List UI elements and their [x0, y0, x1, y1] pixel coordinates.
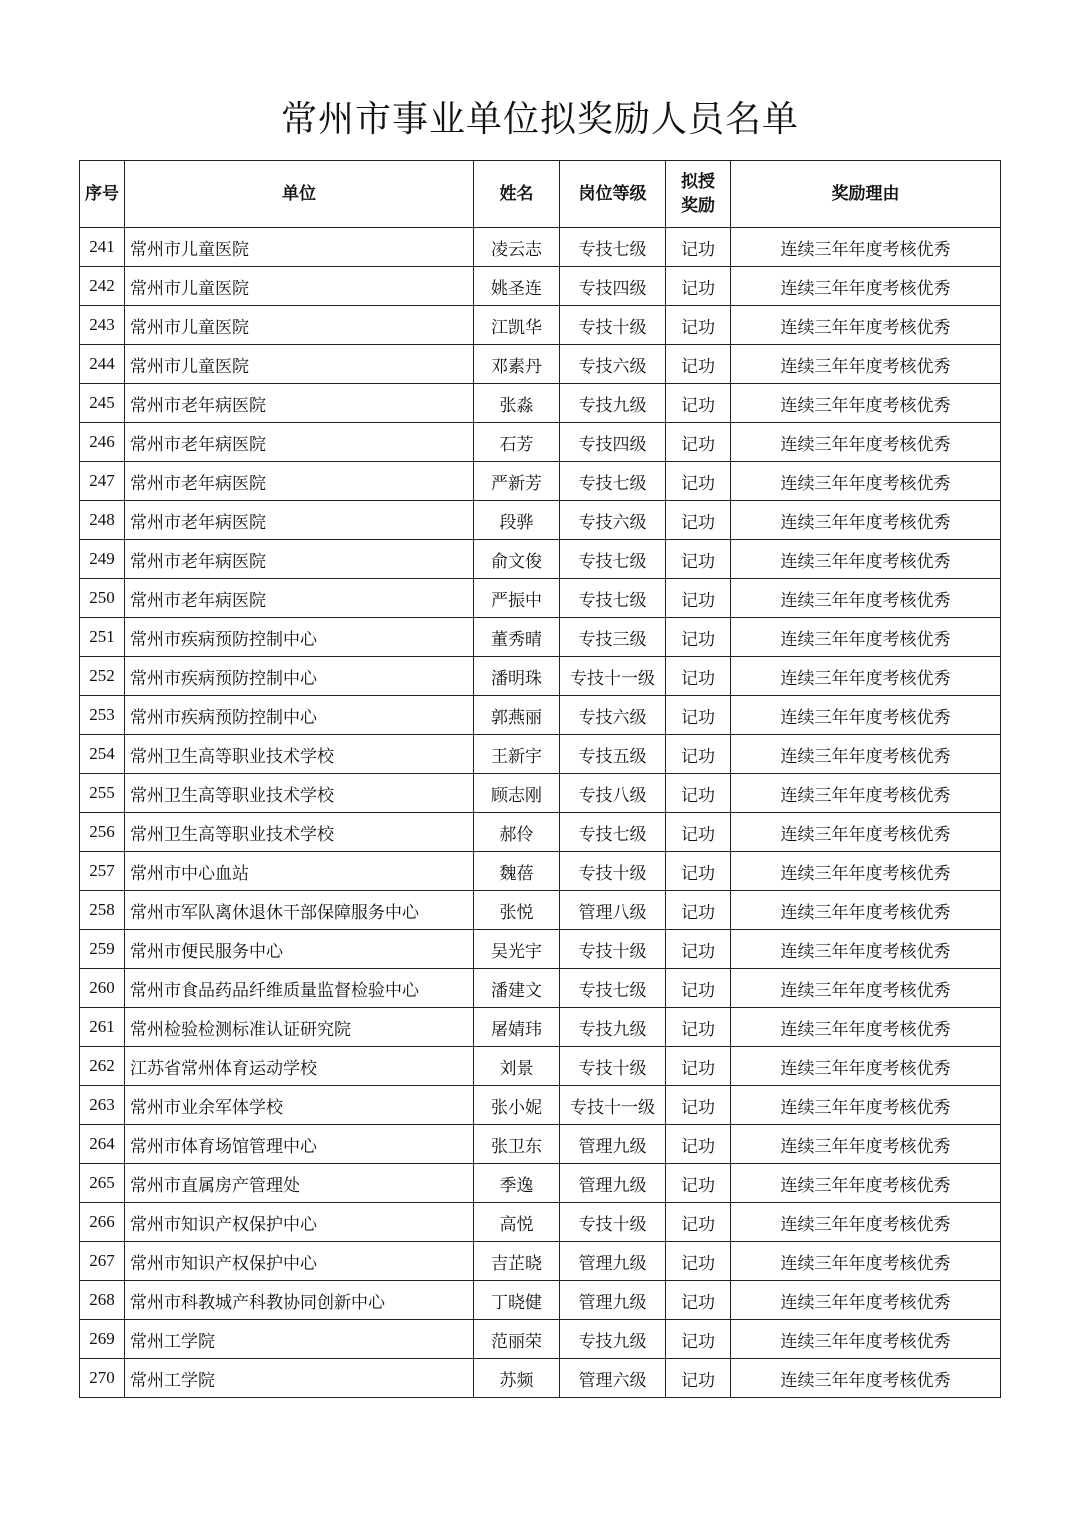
cell-seq: 267 [80, 1242, 125, 1281]
cell-unit: 常州市儿童医院 [125, 345, 474, 384]
cell-unit: 常州市儿童医院 [125, 306, 474, 345]
cell-seq: 244 [80, 345, 125, 384]
cell-name: 严振中 [474, 579, 560, 618]
cell-award: 记功 [666, 1008, 731, 1047]
cell-name: 季逸 [474, 1164, 560, 1203]
cell-name: 凌云志 [474, 228, 560, 267]
cell-unit: 常州市中心血站 [125, 852, 474, 891]
table-row [80, 540, 1001, 579]
cell-seq: 261 [80, 1008, 125, 1047]
cell-name: 苏频 [474, 1359, 560, 1398]
table-body [80, 228, 1001, 1398]
cell-reason: 连续三年年度考核优秀 [731, 813, 1001, 852]
cell-award: 记功 [666, 852, 731, 891]
table-row [80, 345, 1001, 384]
cell-reason: 连续三年年度考核优秀 [731, 969, 1001, 1008]
cell-name: 潘明珠 [474, 657, 560, 696]
cell-name: 严新芳 [474, 462, 560, 501]
cell-award: 记功 [666, 267, 731, 306]
cell-unit: 常州市老年病医院 [125, 579, 474, 618]
cell-reason: 连续三年年度考核优秀 [731, 1242, 1001, 1281]
cell-reason: 连续三年年度考核优秀 [731, 1047, 1001, 1086]
cell-name: 姚圣连 [474, 267, 560, 306]
cell-unit: 常州市老年病医院 [125, 540, 474, 579]
cell-seq: 270 [80, 1359, 125, 1398]
table-row [80, 384, 1001, 423]
cell-grade: 专技十一级 [560, 1086, 666, 1125]
cell-seq: 245 [80, 384, 125, 423]
cell-grade: 专技四级 [560, 423, 666, 462]
cell-reason: 连续三年年度考核优秀 [731, 1203, 1001, 1242]
cell-award: 记功 [666, 696, 731, 735]
cell-grade: 管理九级 [560, 1242, 666, 1281]
cell-reason: 连续三年年度考核优秀 [731, 852, 1001, 891]
cell-award: 记功 [666, 1203, 731, 1242]
cell-grade: 专技六级 [560, 345, 666, 384]
cell-seq: 256 [80, 813, 125, 852]
cell-award: 记功 [666, 228, 731, 267]
cell-award: 记功 [666, 462, 731, 501]
cell-award: 记功 [666, 1359, 731, 1398]
cell-grade: 专技七级 [560, 579, 666, 618]
cell-award: 记功 [666, 423, 731, 462]
header-row [80, 161, 1001, 228]
cell-seq: 250 [80, 579, 125, 618]
table-row [80, 306, 1001, 345]
cell-unit: 常州市疾病预防控制中心 [125, 618, 474, 657]
cell-award: 记功 [666, 345, 731, 384]
cell-award: 记功 [666, 1086, 731, 1125]
cell-reason: 连续三年年度考核优秀 [731, 696, 1001, 735]
cell-grade: 管理九级 [560, 1164, 666, 1203]
cell-reason: 连续三年年度考核优秀 [731, 579, 1001, 618]
header-reason: 奖励理由 [731, 161, 1001, 228]
table-row [80, 696, 1001, 735]
header-grade: 岗位等级 [560, 161, 666, 228]
cell-reason: 连续三年年度考核优秀 [731, 657, 1001, 696]
cell-grade: 专技九级 [560, 1008, 666, 1047]
cell-grade: 专技六级 [560, 696, 666, 735]
cell-reason: 连续三年年度考核优秀 [731, 384, 1001, 423]
cell-seq: 249 [80, 540, 125, 579]
cell-seq: 255 [80, 774, 125, 813]
cell-award: 记功 [666, 1125, 731, 1164]
cell-unit: 常州卫生高等职业技术学校 [125, 813, 474, 852]
cell-award: 记功 [666, 774, 731, 813]
cell-reason: 连续三年年度考核优秀 [731, 540, 1001, 579]
table-row [80, 657, 1001, 696]
cell-award: 记功 [666, 501, 731, 540]
cell-reason: 连续三年年度考核优秀 [731, 423, 1001, 462]
cell-award: 记功 [666, 618, 731, 657]
cell-seq: 260 [80, 969, 125, 1008]
cell-name: 顾志刚 [474, 774, 560, 813]
cell-seq: 269 [80, 1320, 125, 1359]
cell-reason: 连续三年年度考核优秀 [731, 1125, 1001, 1164]
cell-unit: 常州市知识产权保护中心 [125, 1203, 474, 1242]
cell-unit: 常州市业余军体学校 [125, 1086, 474, 1125]
cell-grade: 专技十级 [560, 1047, 666, 1086]
table-row [80, 969, 1001, 1008]
cell-name: 范丽荣 [474, 1320, 560, 1359]
cell-seq: 263 [80, 1086, 125, 1125]
cell-unit: 常州市老年病医院 [125, 462, 474, 501]
cell-seq: 259 [80, 930, 125, 969]
cell-name: 张淼 [474, 384, 560, 423]
table-row [80, 462, 1001, 501]
table-row [80, 1086, 1001, 1125]
table-row [80, 423, 1001, 462]
cell-grade: 专技八级 [560, 774, 666, 813]
cell-award: 记功 [666, 891, 731, 930]
table-row [80, 1281, 1001, 1320]
cell-grade: 专技十级 [560, 930, 666, 969]
cell-unit: 常州市科教城产科教协同创新中心 [125, 1281, 474, 1320]
cell-seq: 252 [80, 657, 125, 696]
cell-name: 吴光宇 [474, 930, 560, 969]
cell-reason: 连续三年年度考核优秀 [731, 930, 1001, 969]
cell-award: 记功 [666, 813, 731, 852]
cell-name: 张悦 [474, 891, 560, 930]
cell-name: 段骅 [474, 501, 560, 540]
cell-grade: 专技十一级 [560, 657, 666, 696]
cell-award: 记功 [666, 1242, 731, 1281]
cell-unit: 常州市军队离休退休干部保障服务中心 [125, 891, 474, 930]
cell-name: 郝伶 [474, 813, 560, 852]
cell-grade: 专技七级 [560, 813, 666, 852]
cell-unit: 常州工学院 [125, 1320, 474, 1359]
cell-reason: 连续三年年度考核优秀 [731, 1359, 1001, 1398]
cell-name: 江凯华 [474, 306, 560, 345]
cell-name: 郭燕丽 [474, 696, 560, 735]
header-name: 姓名 [474, 161, 560, 228]
cell-grade: 专技九级 [560, 384, 666, 423]
cell-name: 丁晓健 [474, 1281, 560, 1320]
award-roster-table [79, 160, 1001, 1398]
cell-grade: 管理六级 [560, 1359, 666, 1398]
cell-award: 记功 [666, 1281, 731, 1320]
cell-reason: 连续三年年度考核优秀 [731, 1164, 1001, 1203]
cell-award: 记功 [666, 969, 731, 1008]
table-row [80, 891, 1001, 930]
cell-seq: 268 [80, 1281, 125, 1320]
page-title: 常州市事业单位拟奖励人员名单 [280, 99, 799, 140]
cell-unit: 常州市老年病医院 [125, 501, 474, 540]
cell-award: 记功 [666, 1047, 731, 1086]
cell-name: 邓素丹 [474, 345, 560, 384]
cell-grade: 专技七级 [560, 228, 666, 267]
cell-reason: 连续三年年度考核优秀 [731, 735, 1001, 774]
cell-seq: 247 [80, 462, 125, 501]
cell-seq: 264 [80, 1125, 125, 1164]
cell-reason: 连续三年年度考核优秀 [731, 891, 1001, 930]
header-seq: 序号 [80, 161, 125, 228]
cell-seq: 248 [80, 501, 125, 540]
header-unit: 单位 [125, 161, 474, 228]
cell-grade: 管理九级 [560, 1281, 666, 1320]
cell-seq: 257 [80, 852, 125, 891]
cell-unit: 常州市疾病预防控制中心 [125, 696, 474, 735]
cell-seq: 251 [80, 618, 125, 657]
cell-seq: 253 [80, 696, 125, 735]
cell-unit: 常州市儿童医院 [125, 267, 474, 306]
cell-seq: 266 [80, 1203, 125, 1242]
cell-seq: 254 [80, 735, 125, 774]
header-award-line1: 拟授 [681, 172, 715, 192]
table-row [80, 1242, 1001, 1281]
table-row [80, 267, 1001, 306]
cell-name: 高悦 [474, 1203, 560, 1242]
cell-unit: 常州市疾病预防控制中心 [125, 657, 474, 696]
cell-seq: 262 [80, 1047, 125, 1086]
cell-name: 石芳 [474, 423, 560, 462]
cell-name: 魏蓓 [474, 852, 560, 891]
cell-reason: 连续三年年度考核优秀 [731, 1320, 1001, 1359]
cell-seq: 242 [80, 267, 125, 306]
table-row [80, 618, 1001, 657]
cell-reason: 连续三年年度考核优秀 [731, 1281, 1001, 1320]
cell-unit: 常州市食品药品纤维质量监督检验中心 [125, 969, 474, 1008]
cell-reason: 连续三年年度考核优秀 [731, 267, 1001, 306]
cell-unit: 常州市直属房产管理处 [125, 1164, 474, 1203]
table-row [80, 1008, 1001, 1047]
table-row [80, 579, 1001, 618]
table-row [80, 930, 1001, 969]
table-row [80, 1164, 1001, 1203]
cell-name: 潘建文 [474, 969, 560, 1008]
cell-grade: 专技十级 [560, 852, 666, 891]
cell-reason: 连续三年年度考核优秀 [731, 774, 1001, 813]
cell-reason: 连续三年年度考核优秀 [731, 1008, 1001, 1047]
cell-grade: 专技七级 [560, 462, 666, 501]
cell-seq: 241 [80, 228, 125, 267]
cell-seq: 265 [80, 1164, 125, 1203]
cell-unit: 常州工学院 [125, 1359, 474, 1398]
cell-reason: 连续三年年度考核优秀 [731, 306, 1001, 345]
cell-reason: 连续三年年度考核优秀 [731, 618, 1001, 657]
cell-unit: 常州卫生高等职业技术学校 [125, 774, 474, 813]
cell-name: 刘景 [474, 1047, 560, 1086]
cell-award: 记功 [666, 1320, 731, 1359]
cell-award: 记功 [666, 540, 731, 579]
cell-grade: 专技七级 [560, 540, 666, 579]
cell-award: 记功 [666, 306, 731, 345]
cell-reason: 连续三年年度考核优秀 [731, 462, 1001, 501]
cell-name: 张卫东 [474, 1125, 560, 1164]
cell-award: 记功 [666, 384, 731, 423]
cell-name: 董秀晴 [474, 618, 560, 657]
cell-unit: 常州市老年病医院 [125, 384, 474, 423]
table-row [80, 1125, 1001, 1164]
table-row [80, 813, 1001, 852]
cell-unit: 常州市便民服务中心 [125, 930, 474, 969]
cell-unit: 江苏省常州体育运动学校 [125, 1047, 474, 1086]
cell-grade: 专技九级 [560, 1320, 666, 1359]
cell-grade: 专技七级 [560, 969, 666, 1008]
cell-name: 吉芷晓 [474, 1242, 560, 1281]
cell-reason: 连续三年年度考核优秀 [731, 501, 1001, 540]
cell-grade: 专技十级 [560, 1203, 666, 1242]
cell-unit: 常州市体育场馆管理中心 [125, 1125, 474, 1164]
cell-grade: 管理八级 [560, 891, 666, 930]
cell-name: 屠婧玮 [474, 1008, 560, 1047]
cell-award: 记功 [666, 657, 731, 696]
table-row [80, 852, 1001, 891]
cell-award: 记功 [666, 579, 731, 618]
cell-name: 俞文俊 [474, 540, 560, 579]
table-row [80, 735, 1001, 774]
table-header [80, 161, 1001, 228]
cell-grade: 专技三级 [560, 618, 666, 657]
table-row [80, 1047, 1001, 1086]
cell-reason: 连续三年年度考核优秀 [731, 345, 1001, 384]
cell-grade: 管理九级 [560, 1125, 666, 1164]
cell-grade: 专技四级 [560, 267, 666, 306]
table-row [80, 774, 1001, 813]
cell-award: 记功 [666, 735, 731, 774]
cell-reason: 连续三年年度考核优秀 [731, 228, 1001, 267]
cell-grade: 专技六级 [560, 501, 666, 540]
header-award [666, 161, 731, 228]
cell-award: 记功 [666, 930, 731, 969]
table-row [80, 501, 1001, 540]
cell-award: 记功 [666, 1164, 731, 1203]
cell-unit: 常州市老年病医院 [125, 423, 474, 462]
cell-seq: 243 [80, 306, 125, 345]
cell-unit: 常州市儿童医院 [125, 228, 474, 267]
table-row [80, 1359, 1001, 1398]
table-row [80, 228, 1001, 267]
cell-name: 张小妮 [474, 1086, 560, 1125]
cell-seq: 258 [80, 891, 125, 930]
cell-reason: 连续三年年度考核优秀 [731, 1086, 1001, 1125]
table-row [80, 1203, 1001, 1242]
cell-name: 王新宇 [474, 735, 560, 774]
cell-unit: 常州市知识产权保护中心 [125, 1242, 474, 1281]
table-row [80, 1320, 1001, 1359]
cell-grade: 专技十级 [560, 306, 666, 345]
cell-unit: 常州检验检测标准认证研究院 [125, 1008, 474, 1047]
cell-seq: 246 [80, 423, 125, 462]
cell-unit: 常州卫生高等职业技术学校 [125, 735, 474, 774]
cell-grade: 专技五级 [560, 735, 666, 774]
header-award-line2: 奖励 [681, 196, 715, 216]
